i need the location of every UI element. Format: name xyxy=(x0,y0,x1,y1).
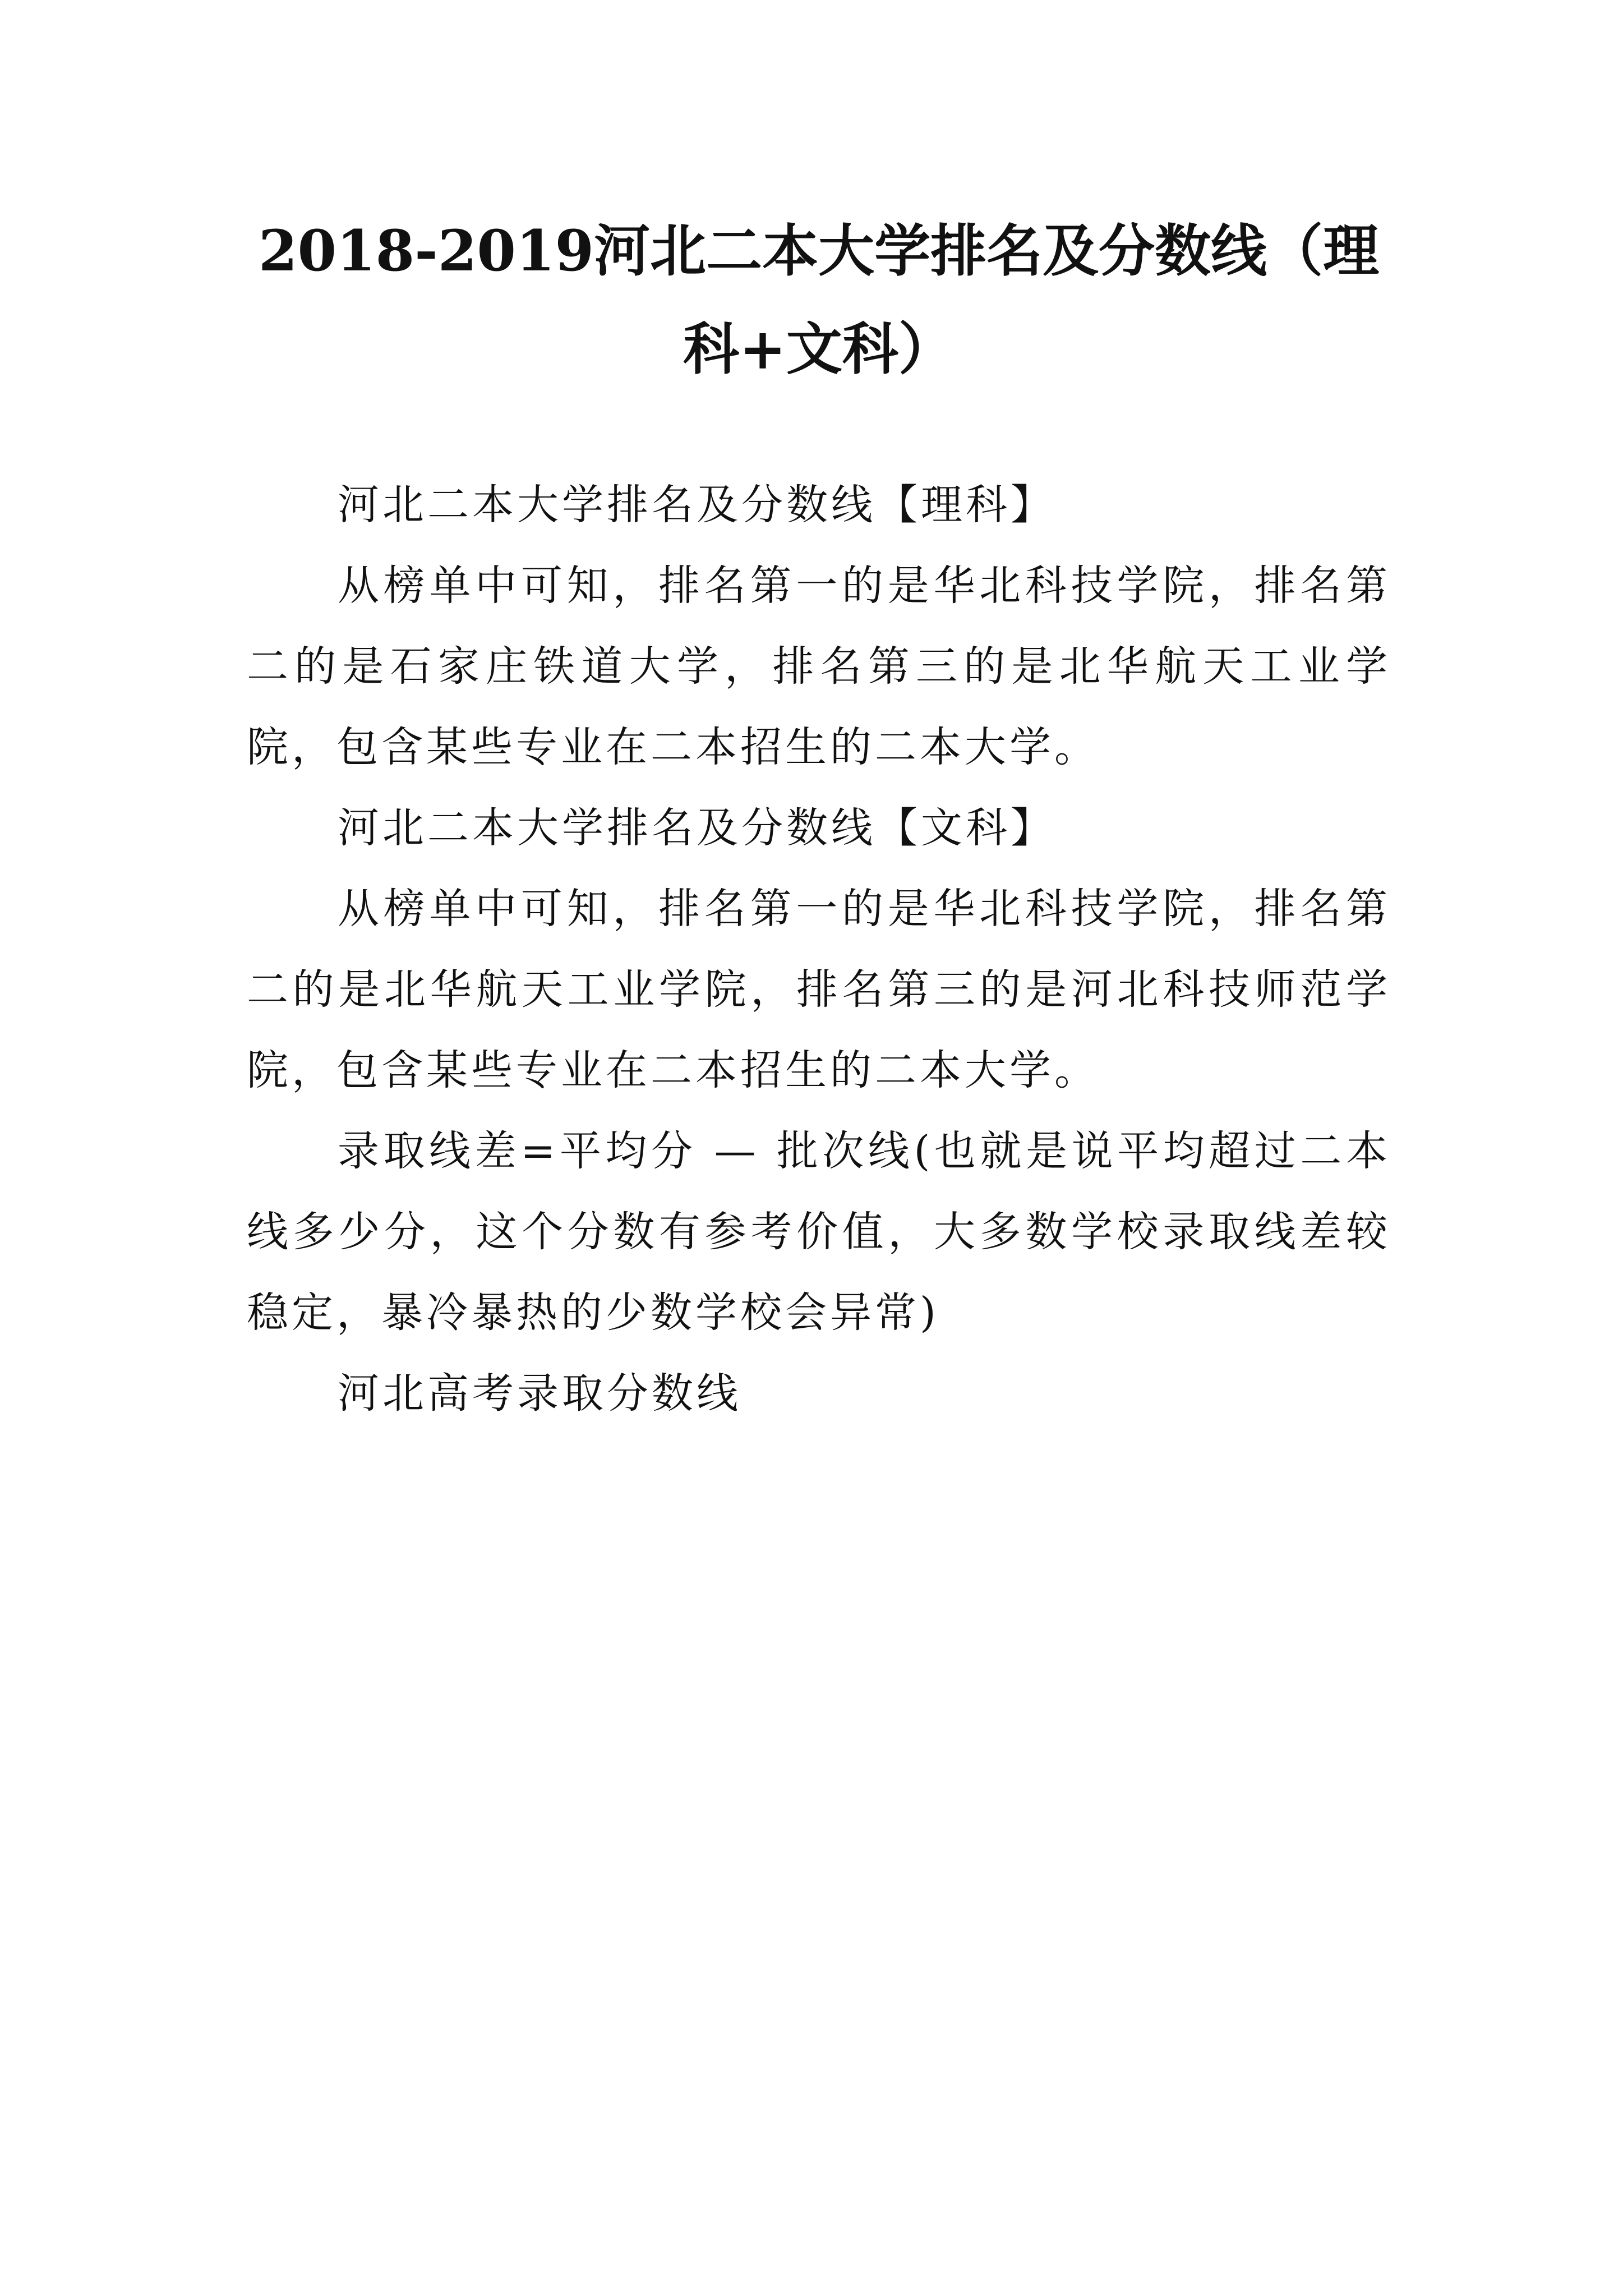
section-heading-arts: 河北二本大学排名及分数线【文科】 xyxy=(338,804,1055,852)
section-heading-admission-scores: 河北高考录取分数线 xyxy=(338,1369,741,1418)
document-title: 2018-2019河北二本大学排名及分数线（理科+文科） xyxy=(258,218,1380,382)
document-body xyxy=(247,464,1391,1434)
paragraph-arts-ranking: 从榜单中可知，排名第一的是华北科技学院，排名第二的是北华航天工业学院，排名第三的是河北科技师范学院，包含某些专业在二本招生的二本大学。 xyxy=(247,885,1391,1094)
paragraph-score-gap-note: 录取线差=平均分 — 批次线(也就是说平均超过二本线多少分，这个分数有参考价值，大多数学校录取线差较稳定，暴冷暴热的少数学校会异常) xyxy=(247,1127,1391,1337)
section-heading-science: 河北二本大学排名及分数线【理科】 xyxy=(338,481,1055,529)
paragraph-science-ranking: 从榜单中可知，排名第一的是华北科技学院，排名第二的是石家庄铁道大学，排名第三的是北华航天工业学院，包含某些专业在二本招生的二本大学。 xyxy=(247,562,1391,771)
